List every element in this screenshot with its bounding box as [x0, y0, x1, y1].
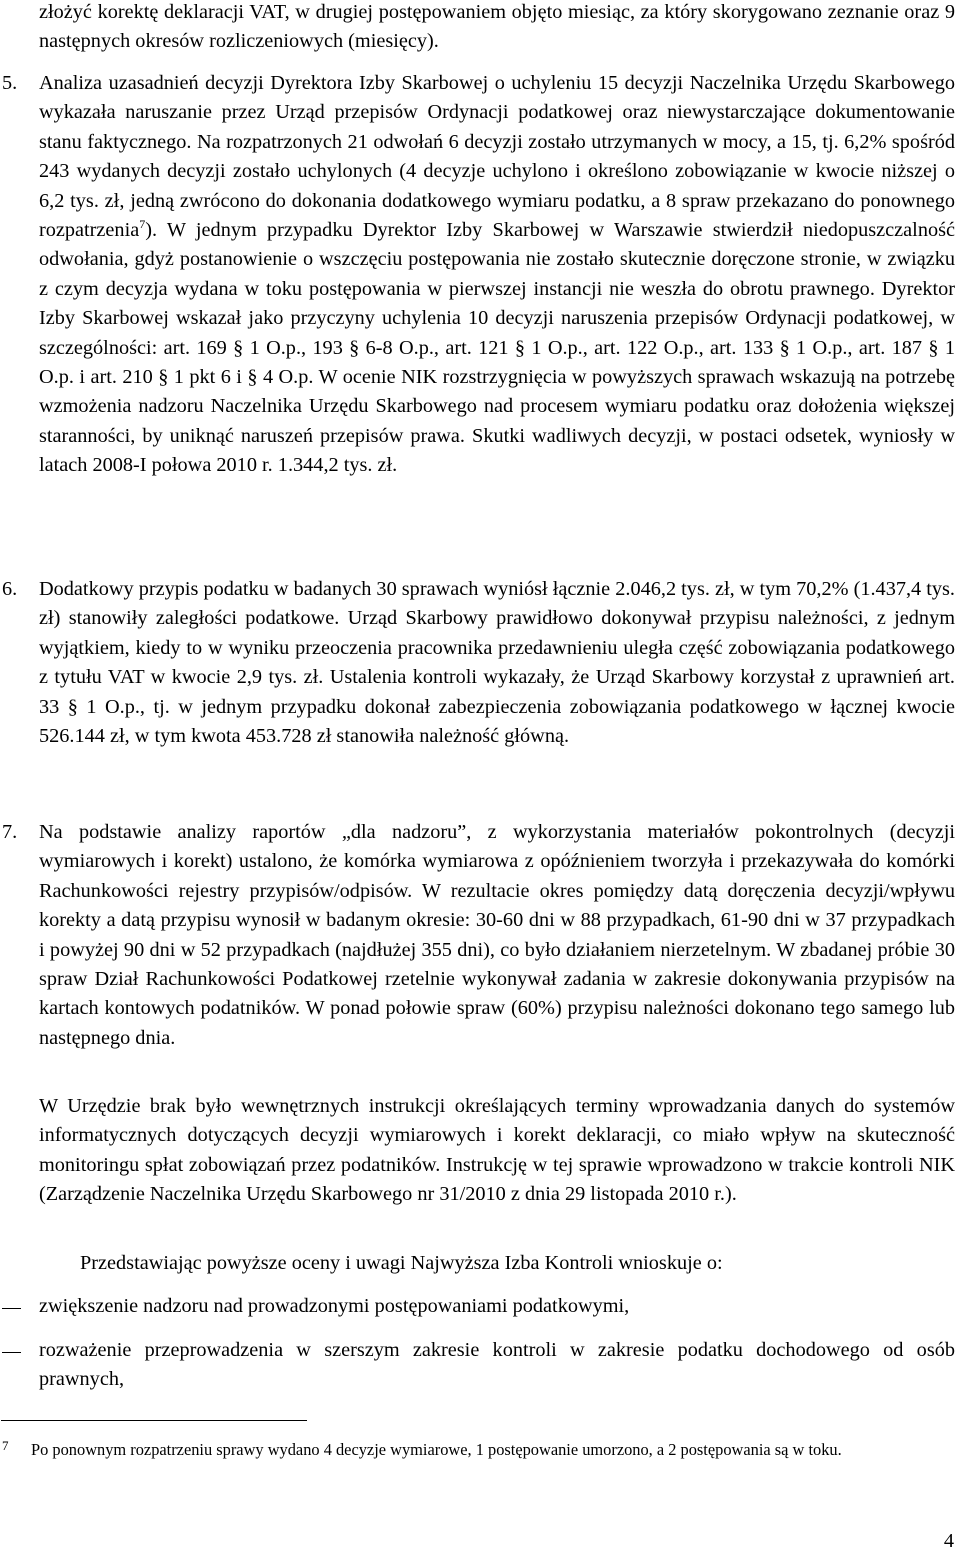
item-5-text-a: Analiza uzasadnień decyzji Dyrektora Izby Skarbowej o uchyleniu 15 decyzji Naczelnika Urzędu Skarbowego wykazała naruszanie przez Urząd przepisów Ordynacji podatkowej oraz niewystarczające dokumentowanie stanu faktycznego. Na rozpatrzonych 21 odwołań 6 decyzji zostało utrzymanych w mocy, a 15, tj. 6,2% spośród 243 wydanych decyzji zostało uchylonych (4 decyzje uchylono i określono zobowiązanie w kwocie niższej o 6,2 tys. zł, jedną zwrócono do dokonania dodatkowego wymiaru podatku, a 8 spraw przekazano do ponownego rozpatrzenia: [39, 72, 955, 242]
bullet-dash: [2, 1308, 21, 1309]
footnote-separator: [1, 1420, 307, 1421]
footnote-text: Po ponownym rozpatrzeniu sprawy wydano 4 decyzje wymiarowe, 1 postępowanie umorzono, a 2 postępowania są w toku.: [31, 1440, 842, 1459]
item-7-paragraph: Na podstawie analizy raportów „dla nadzoru”, z wykorzystania materiałów pokontrolnych (decyzji wymiarowych i korekt) ustalono, że komórka wymiarowa z opóźnieniem tworzyła i przekazywała do komórki Rachunkowości rejestry przypisów/odpisów. W rezultacie okres pomiędzy datą doręczenia decyzji/wpływu korekty a datą przypisu wynosił w badanym okresie: 30-60 dni w 88 przypadkach, 61-90 dni w 37 przypadkach i powyżej 90 dni w 52 przypadkach (najdłużej 355 dni), co było działaniem nierzetelnym. W zbadanej próbie 30 spraw Dział Rachunkowości Podatkowej rzetelnie wykonywał zadania w zakresie dokonywania przypisów na kartach kontowych podatników. W ponad połowie spraw (60%) przypisu należności dokonano tego samego lub następnego dnia.: [39, 821, 955, 1049]
bullet-item: zwiększenie nadzoru nad prowadzonymi postępowaniami podatkowymi,: [39, 1295, 630, 1317]
item-5-number: 5.: [2, 72, 18, 94]
page-number: 4: [943, 1530, 954, 1552]
item-5-text-b: ). W jednym przypadku Dyrektor Izby Skarbowej w Warszawie stwierdził niedopuszczalność odwołania, gdyż postanowienie o wszczęciu postępowania nie zostało skutecznie doręczone stronie, w związku z czym decyzja wydana w toku postępowania w pierwszej instancji nie weszła do obrotu prawnego. Dyrektor Izby Skarbowej wskazał jako przyczyny uchylenia 10 decyzji naruszenia przepisów Ordynacji podatkowej, w szczególności: art. 169 § 1 O.p., 193 § 6-8 O.p., art. 121 § 1 O.p., art. 122 O.p., art. 133 § 1 O.p., art. 187 § 1 O.p. i art. 210 § 1 pkt 6 i § 4 O.p. W ocenie NIK rozstrzygnięcia w powyższych sprawach wskazują na potrzebę wzmożenia nadzoru Naczelnika Urzędu Skarbowego nad procesem wymiaru podatku oraz dołożenia większej staranności, by uniknąć naruszeń przepisów prawa. Skutki wadliwych decyzji, w postaci odsetek, wyniosły w latach 2008-I połowa 2010 r. 1.344,2 tys. zł.: [39, 219, 955, 477]
bullet-item: rozważenie przeprowadzenia w szerszym zakresie kontroli w zakresie podatku dochodowego od osób prawnych,: [39, 1339, 955, 1391]
footnote-reference: 7: [139, 217, 146, 232]
item-6-number: 6.: [2, 578, 18, 600]
bullet-dash: [2, 1352, 21, 1353]
item-7-number: 7.: [2, 821, 18, 843]
footnote-mark: 7: [2, 1438, 9, 1453]
conclusion-paragraph: Przedstawiając powyższe oceny i uwagi Najwyższa Izba Kontroli wnioskuje o:: [80, 1252, 723, 1274]
item-7-paragraph-2: W Urzędzie brak było wewnętrznych instrukcji określających terminy wprowadzania danych do systemów informatycznych dotyczących decyzji wymiarowych i korekt deklaracji, co miało wpływ na skuteczność monitoringu spłat zobowiązań przez podatników. Instrukcję w tej sprawie wprowadzono w trakcie kontroli NIK (Zarządzenie Naczelnika Urzędu Skarbowego nr 31/2010 z dnia 29 listopada 2010 r.).: [39, 1095, 955, 1206]
item-6-paragraph: Dodatkowy przypis podatku w badanych 30 sprawach wyniósł łącznie 2.046,2 tys. zł, w tym 70,2% (1.437,4 tys. zł) stanowiły zaległości podatkowe. Urząd Skarbowy prawidłowo dokonywał przypisu należności, z jednym wyjątkiem, kiedy to w wyniku przeoczenia pracownika przedawnieniu uległa część zobowiązania podatkowego z tytułu VAT w kwocie 2,9 tys. zł. Ustalenia kontroli wykazały, że Urząd Skarbowy korzystał z uprawnień art. 33 § 1 O.p., tj. w jednym przypadku dokonał zabezpieczenia zobowiązania podatkowego w łącznej kwocie 526.144 zł, w tym kwota 453.728 zł stanowiła należność główną.: [39, 578, 955, 748]
intro-paragraph: złożyć korektę deklaracji VAT, w drugiej postępowaniem objęto miesiąc, za który skorygowano zeznanie oraz 9 następnych okresów rozliczeniowych (miesięcy).: [39, 1, 955, 53]
item-5-paragraph: [39, 69, 955, 481]
